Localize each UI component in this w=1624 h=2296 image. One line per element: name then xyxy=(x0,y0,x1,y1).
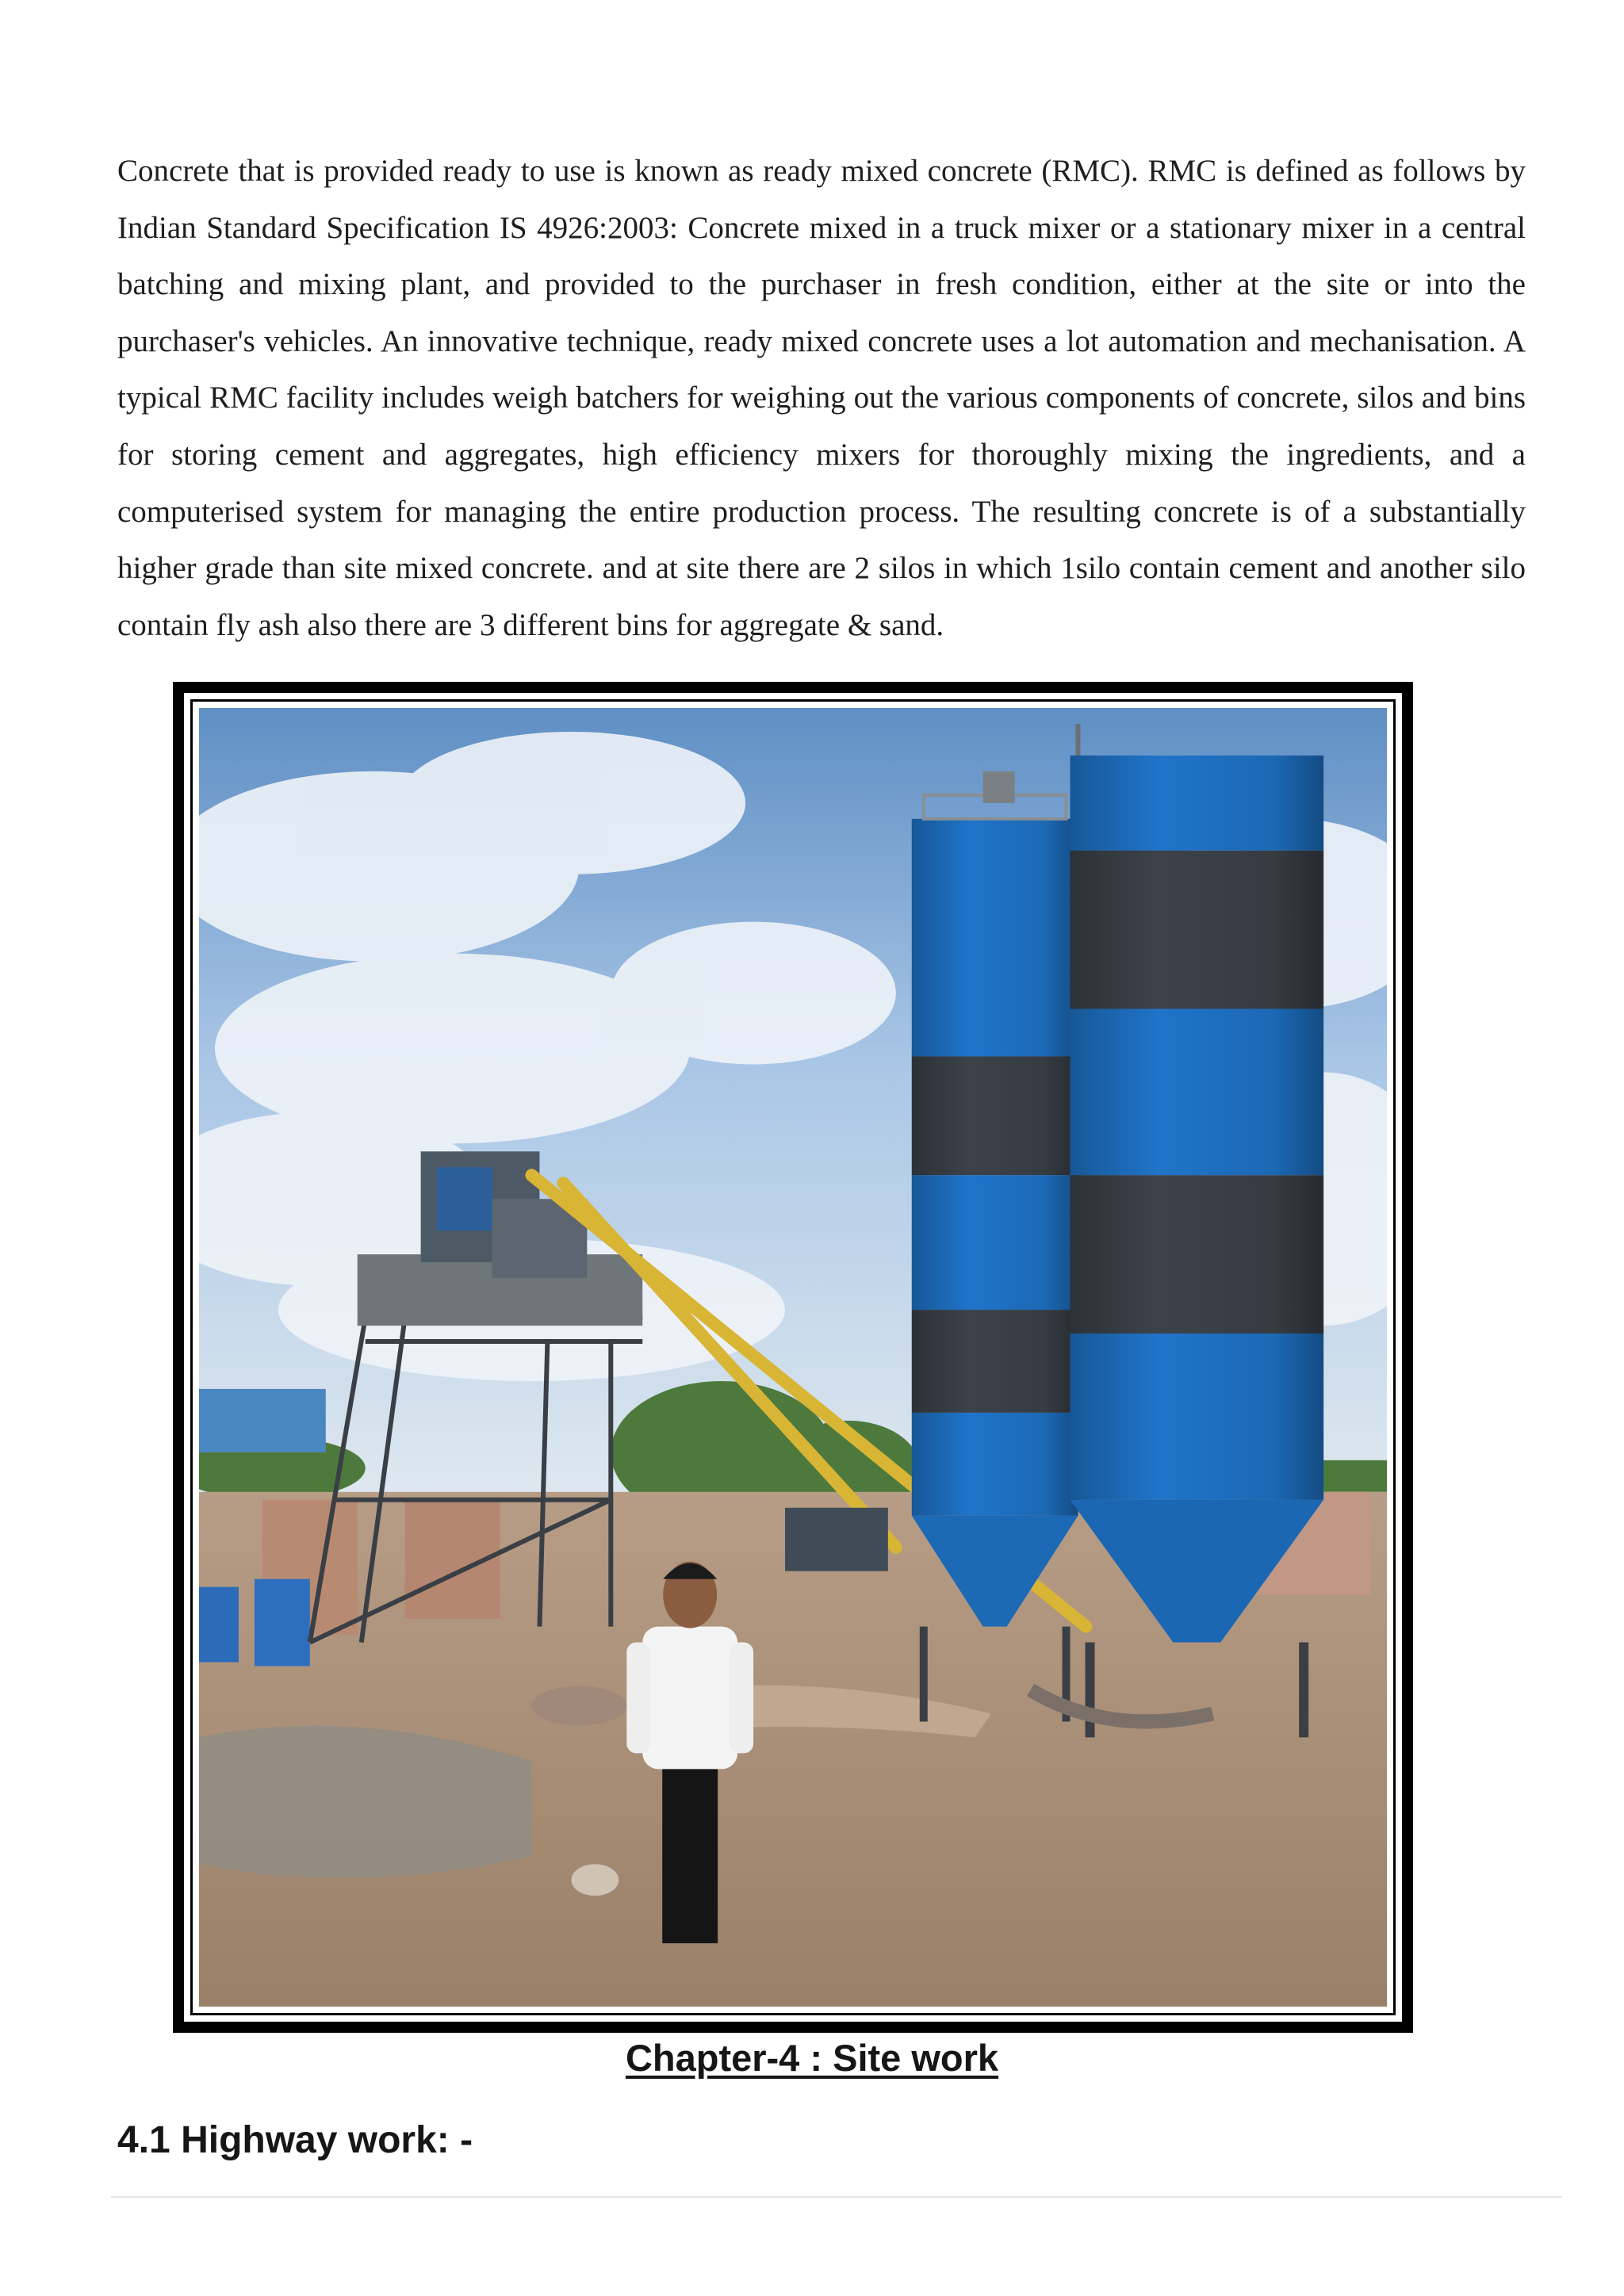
drums xyxy=(199,1579,310,1667)
body-paragraph: Concrete that is provided ready to use is known as ready mixed concrete (RMC). RMC is defined as follows by Indian Standard Specification IS 4926:2003: Concrete mixed in a truck mixer or a stationary mixer in a central batching and mixing plant, and provided to the purchaser in fresh condition, either at the site or into the purchaser's vehicles. An innovative technique, ready mixed concrete uses a lot automation and mechanisation. A typical RMC facility includes weigh batchers for weighing out the various components of concrete, silos and bins for storing cement and aggregates, high efficiency mixers for thoroughly mixing the ingredients, and a computerised system for managing the entire production process. The resulting concrete is of a substantially higher grade than site mixed concrete. and at site there are 2 silos in which 1silo contain cement and another silo contain fly ash also there are 3 different bins for aggregate & sand. xyxy=(117,154,1526,642)
chapter-heading: Chapter-4 : Site work xyxy=(625,2037,999,2079)
photo-frame xyxy=(173,682,1413,2033)
section-heading: 4.1 Highway work: - xyxy=(117,2119,473,2161)
page-divider xyxy=(111,2196,1562,2198)
rmc-plant-photo xyxy=(199,708,1387,2007)
